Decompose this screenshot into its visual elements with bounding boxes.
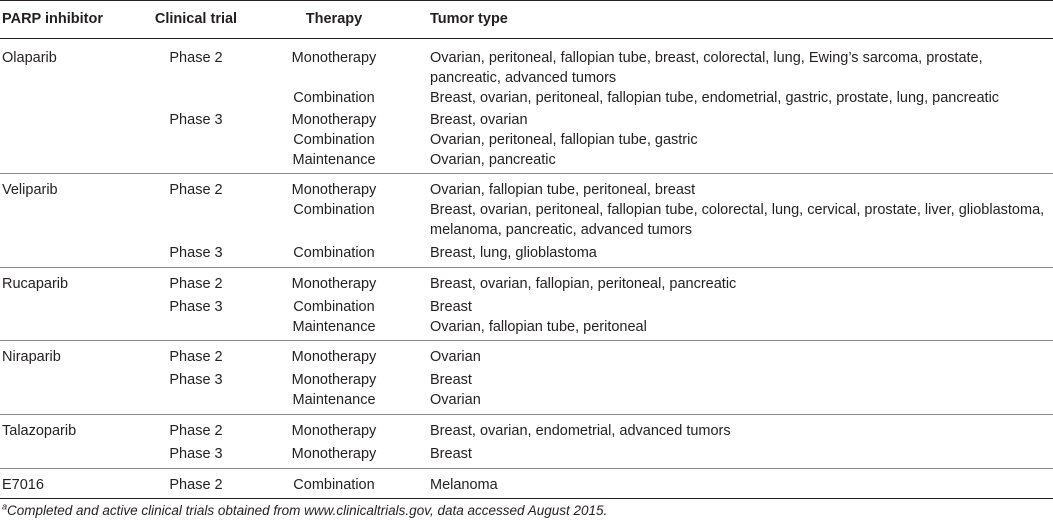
cell-tumor: Breast, lung, glioblastoma: [430, 245, 597, 261]
group-divider: [0, 173, 1053, 174]
cell-trial: Phase 2: [169, 349, 223, 365]
cell-therapy: Monotherapy: [291, 182, 377, 198]
top-rule: [0, 0, 1053, 1]
cell-therapy: Monotherapy: [291, 372, 377, 388]
cell-inhibitor: Talazoparib: [2, 423, 77, 439]
header-therapy: Therapy: [305, 11, 363, 27]
cell-tumor: Breast, ovarian: [430, 112, 528, 128]
group-divider: [0, 414, 1053, 415]
cell-therapy: Maintenance: [292, 392, 376, 408]
header-rule: [0, 38, 1053, 39]
cell-therapy: Monotherapy: [291, 50, 377, 66]
cell-trial: Phase 2: [169, 50, 223, 66]
cell-therapy: Monotherapy: [291, 349, 377, 365]
cell-inhibitor: E7016: [2, 477, 44, 493]
header-tumor: Tumor type: [430, 11, 508, 27]
cell-tumor: Breast, ovarian, peritoneal, fallopian tube, endometrial, gastric, prostate, lung, pancreatic: [430, 90, 1000, 106]
cell-tumor: Ovarian, pancreatic: [430, 152, 556, 168]
cell-tumor: Ovarian: [430, 392, 481, 408]
cell-trial: Phase 3: [169, 372, 223, 388]
cell-trial: Phase 3: [169, 112, 223, 128]
cell-trial: Phase 3: [169, 299, 223, 315]
cell-tumor: Breast: [430, 372, 472, 388]
cell-inhibitor: Veliparib: [2, 182, 58, 198]
cell-therapy: Combination: [293, 299, 375, 315]
cell-trial: Phase 2: [169, 477, 223, 493]
cell-inhibitor: Niraparib: [2, 349, 61, 365]
cell-therapy: Combination: [293, 132, 375, 148]
cell-trial: Phase 2: [169, 276, 223, 292]
cell-therapy: Combination: [293, 90, 375, 106]
cell-inhibitor: Rucaparib: [2, 276, 69, 292]
cell-tumor: Melanoma: [430, 477, 498, 493]
cell-tumor: Ovarian: [430, 349, 481, 365]
cell-trial: Phase 2: [169, 182, 223, 198]
cell-tumor: Breast, ovarian, peritoneal, fallopian tube, colorectal, lung, cervical, prostate, liver, glioblastoma, melanoma, pancreatic, advanced tumors: [430, 202, 1045, 238]
cell-inhibitor: Olaparib: [2, 50, 57, 66]
cell-tumor: Ovarian, peritoneal, fallopian tube, breast, colorectal, lung, Ewing’s sarcoma, prostate, pancreatic, advanced tumors: [430, 50, 983, 86]
cell-trial: Phase 2: [169, 423, 223, 439]
cell-therapy: Monotherapy: [291, 112, 377, 128]
cell-therapy: Monotherapy: [291, 276, 377, 292]
cell-tumor: Ovarian, peritoneal, fallopian tube, gastric: [430, 132, 698, 148]
header-inhibitor: PARP inhibitor: [2, 11, 103, 27]
group-divider: [0, 267, 1053, 268]
cell-tumor: Breast: [430, 446, 472, 462]
bottom-rule: [0, 498, 1053, 499]
cell-therapy: Monotherapy: [291, 446, 377, 462]
cell-tumor: Breast, ovarian, endometrial, advanced tumors: [430, 423, 731, 439]
header-trial: Clinical trial: [154, 11, 238, 27]
cell-therapy: Maintenance: [292, 152, 376, 168]
cell-therapy: Combination: [293, 477, 375, 493]
cell-tumor: Ovarian, fallopian tube, peritoneal, breast: [430, 182, 696, 198]
group-divider: [0, 468, 1053, 469]
cell-trial: Phase 3: [169, 245, 223, 261]
table-footnote: [2, 502, 607, 520]
cell-therapy: Maintenance: [292, 319, 376, 335]
group-divider: [0, 340, 1053, 341]
footnote-mark: a: [2, 501, 8, 512]
cell-therapy: Monotherapy: [291, 423, 377, 439]
cell-tumor: Ovarian, fallopian tube, peritoneal: [430, 319, 647, 335]
footnote-text: Completed and active clinical trials obtained from www.clinicaltrials.gov, data accessed August 2015.: [7, 503, 608, 518]
cell-tumor: Breast: [430, 299, 472, 315]
cell-tumor: Breast, ovarian, fallopian, peritoneal, pancreatic: [430, 276, 737, 292]
cell-trial: Phase 3: [169, 446, 223, 462]
cell-therapy: Combination: [293, 202, 375, 218]
cell-therapy: Combination: [293, 245, 375, 261]
